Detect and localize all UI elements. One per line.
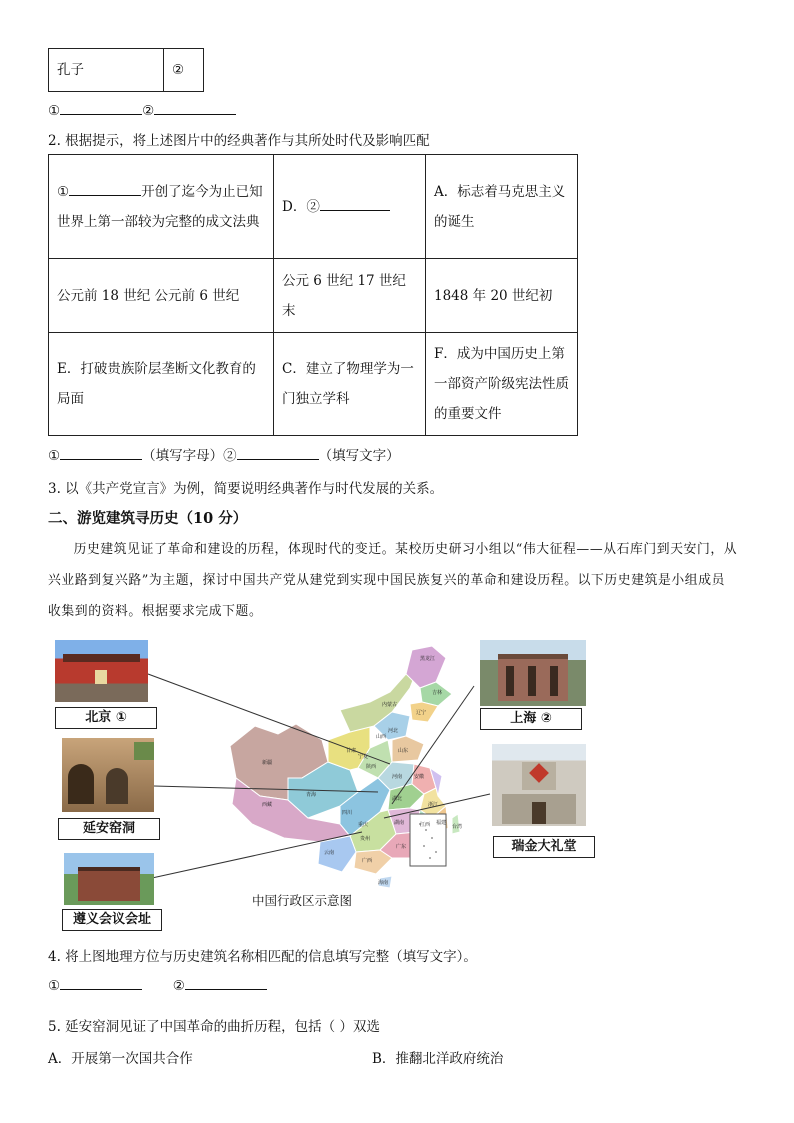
province-label: 新疆 (262, 760, 273, 766)
question-5: 5. 延安窑洞见证了中国革命的曲折历程，包括（ ）双选 (48, 1019, 380, 1035)
province-label: 山西 (376, 734, 387, 740)
province-label: 台湾 (452, 824, 463, 830)
question-2-answer-line: ① （填写字母）② （填写文字） (48, 444, 400, 464)
question-5-option-b[interactable]: B．推翻北洋政府统治 (372, 1051, 504, 1067)
province-label: 重庆 (358, 822, 369, 828)
yanan-cave-photo (62, 738, 154, 812)
question-4-answer-line: ① ② (48, 975, 267, 994)
top-table-mark: ② (164, 49, 204, 92)
province-label: 海南 (378, 880, 389, 886)
province-label: 江西 (420, 822, 431, 828)
figure-caption: 中国行政区示意图 (252, 893, 353, 908)
province-label: 河北 (388, 728, 399, 734)
province-label: 四川 (342, 810, 353, 816)
match-cell-a: A．标志着马克思主义的诞生 (426, 155, 578, 259)
match-blank-1[interactable] (69, 181, 141, 196)
q4-answer-blank-b[interactable] (185, 975, 267, 990)
province-label: 安徽 (414, 774, 425, 780)
province-label: 吉林 (432, 690, 443, 696)
province-label: 河南 (392, 774, 403, 780)
province-label: 浙江 (428, 802, 439, 808)
zunyi-photo (64, 853, 154, 905)
province-label: 云南 (324, 850, 335, 856)
q2-answer-blank-a[interactable] (60, 445, 142, 460)
province-label: 辽宁 (416, 710, 427, 716)
label-shanghai: 上海 ② (480, 708, 582, 730)
top-answer-line: ① ② (48, 100, 236, 119)
match-cell-era-2: 公元 6 世纪 17 世纪末 (274, 259, 426, 333)
shanghai-photo (480, 640, 586, 706)
match-blank-2[interactable] (320, 196, 390, 211)
ruijin-photo (492, 744, 586, 826)
top-table (48, 48, 204, 92)
figure-area (40, 628, 620, 928)
province-label: 贵州 (360, 836, 371, 842)
top-answer-blank-b[interactable] (154, 100, 236, 115)
question-5-option-a[interactable]: A．开展第一次国共合作 (48, 1051, 193, 1067)
province-label: 黑龙江 (420, 656, 436, 662)
province-label: 西藏 (262, 802, 273, 808)
label-ruijin: 瑞金大礼堂 (493, 836, 595, 858)
province-label: 广东 (396, 844, 407, 850)
province-label: 甘肃 (346, 748, 357, 754)
q4-answer-blank-a[interactable] (60, 975, 142, 990)
question-4: 4. 将上图地理方位与历史建筑名称相匹配的信息填写完整（填写文字）。 (48, 949, 477, 965)
section-2-title: 二、游览建筑寻历史（10 分） (48, 510, 248, 527)
match-cell-law: ① 开创了迄今为止已知世界上第一部较为完整的成文法典 (49, 155, 274, 259)
match-cell-d: D．② (274, 155, 426, 259)
question-3: 3. 以《共产党宣言》为例，简要说明经典著作与时代发展的关系。 (48, 481, 444, 497)
province-label: 陕西 (366, 764, 377, 770)
match-cell-era-3: 1848 年 20 世纪初 (426, 259, 578, 333)
province-label: 福建 (436, 820, 447, 826)
province-label: 山东 (398, 748, 409, 754)
label-zunyi: 遵义会议会址 (62, 909, 162, 931)
top-answer-blank-a[interactable] (60, 100, 142, 115)
top-table-name: 孔子 (49, 49, 164, 92)
province-label: 湖北 (392, 796, 403, 802)
match-cell-era-1: 公元前 18 世纪 公元前 6 世纪 (49, 259, 274, 333)
tiananmen-photo (55, 640, 148, 702)
match-cell-e: E．打破贵族阶层垄断文化教育的局面 (49, 333, 274, 436)
province-label: 内蒙古 (382, 702, 398, 708)
label-beijing: 北京 ① (55, 707, 157, 729)
label-yanan: 延安窑洞 (58, 818, 160, 840)
section-2-intro: 历史建筑见证了革命和建设的历程，体现时代的变迁。某校历史研习小组以“伟大征程——从石库门到天安门，从兴业路到复兴路”为主题，探讨中国共产党从建党到实现中国民族复兴的革命和建设历程。以下历史建筑是小组成员收集到的资料。根据要求完成下题。 (48, 542, 738, 619)
match-cell-c: C．建立了物理学为一门独立学科 (274, 333, 426, 436)
q2-answer-blank-b[interactable] (237, 445, 319, 460)
province-label: 宁夏 (358, 754, 369, 760)
province-label: 青海 (306, 792, 317, 798)
province-label: 湖南 (394, 820, 405, 826)
province-label: 广西 (362, 858, 373, 864)
match-table (48, 154, 578, 436)
match-cell-f: F．成为中国历史上第一部资产阶级宪法性质的重要文件 (426, 333, 578, 436)
question-2-stem: 2. 根据提示，将上述图片中的经典著作与其所处时代及影响匹配 (48, 133, 430, 149)
